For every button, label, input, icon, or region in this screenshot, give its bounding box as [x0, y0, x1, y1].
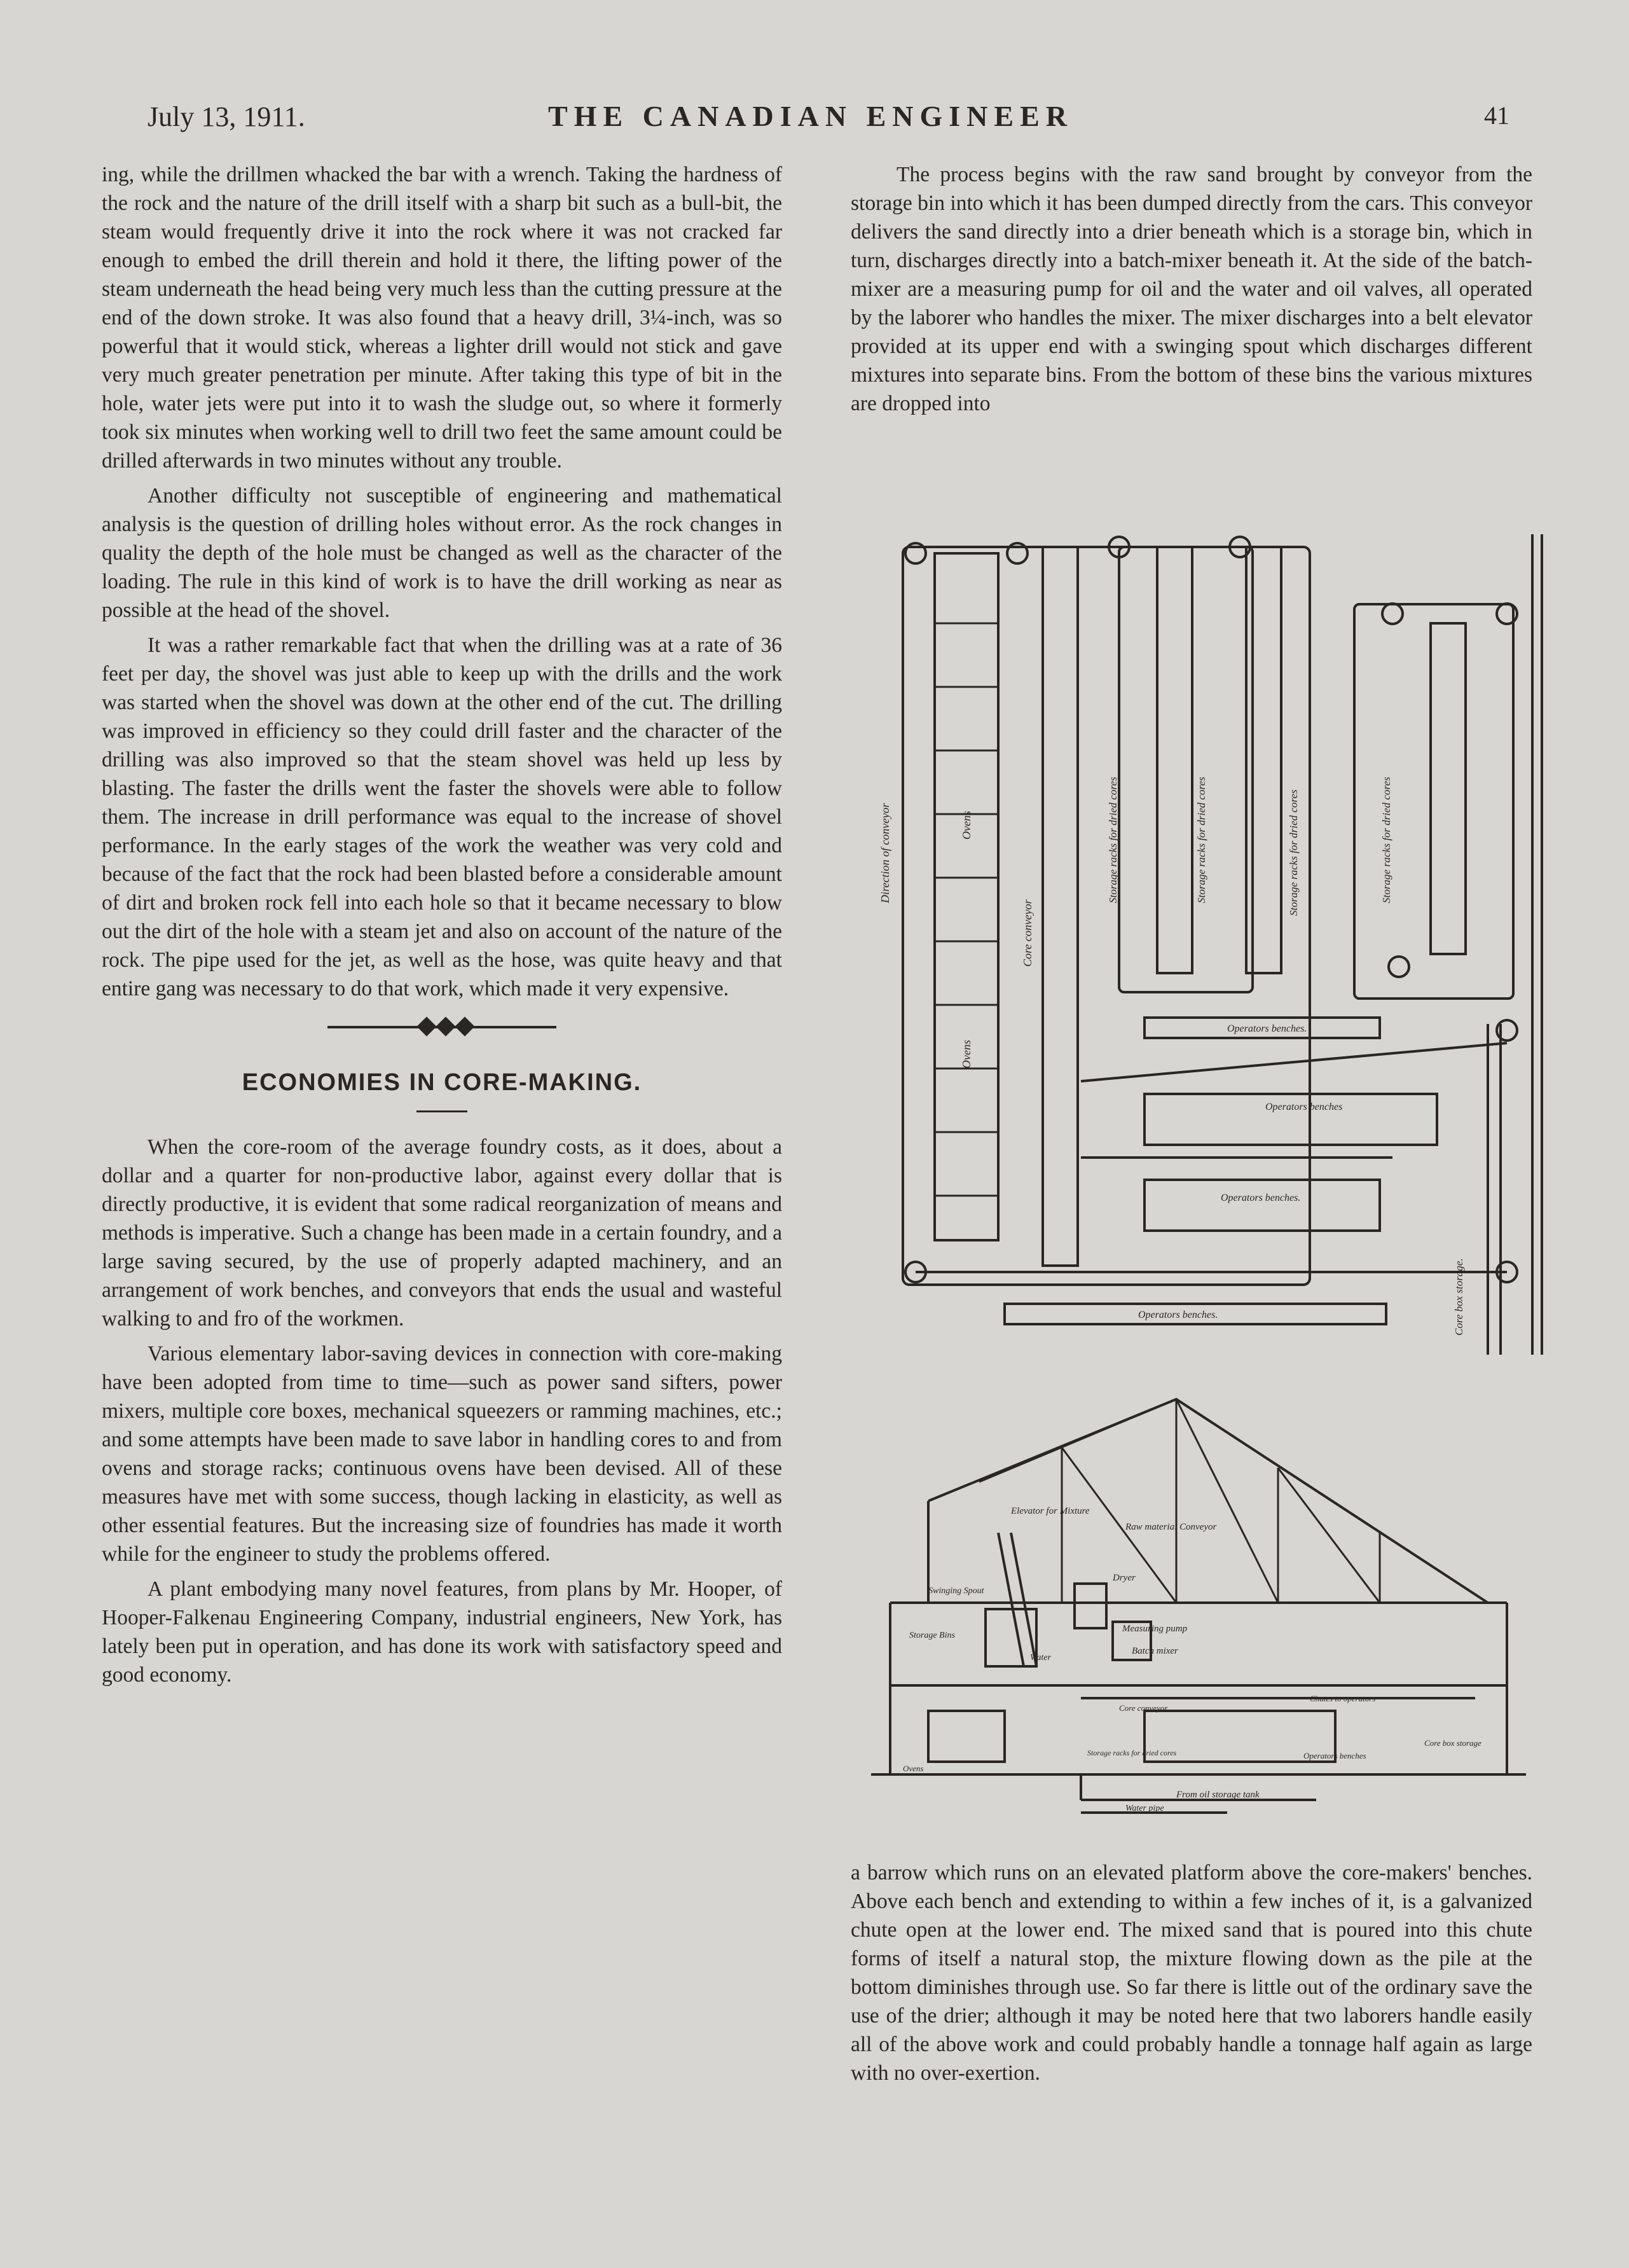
plan-label-core-conveyor: Core conveyor [1021, 899, 1034, 967]
right-column-bottom [851, 1858, 1532, 2087]
plan-label-rack-3: Storage racks for dried cores [1288, 789, 1300, 916]
elev-label-drier: Dryer [1113, 1573, 1136, 1583]
plan-label-core-box: Core box storage. [1453, 1258, 1465, 1336]
right-paragraph-2: a barrow which runs on an elevated platform above the core-makers' benches. Above each bench and extending to within a few inches of it, is a galvanized chute open at the lower end. The mixed sand that is poured into this chute forms of itself a natural stop, the mixture flowing down as the pile at the bottom diminishes through use. So far there is little out of the ordinary save the use of the drier; although it may be noted here that two laborers handle easily all of the above work and could probably handle a tonnage half again as large with no over-exertion. [851, 1861, 1532, 2085]
left-paragraph-3: It was a rather remarkable fact that when the drilling was at a rate of 36 feet per day, the shovel was just able to keep up with the drills and the work was started when the shovel was down at the other end of the cut. The drilling was improved in efficiency so they could drill faster and the character of the drilling was also improved so that the steam shovel was held up less by blasting. The faster the drills went the faster the shovels were able to follow them. The increase in drill performance was equal to the increase of shovel performance. In the early stages of the work the weather was very cold and because of the fact that the rock had been blasted before a considerable amount of dirt and broken rock fell into each hole so that it became necessary to blow out the dirt of the hole with a steam jet and also on account of the nature of the rock. The pipe used for the jet, as well as the hose, was quite heavy and that entire gang was necessary to do that work, which made it very expensive. [102, 633, 782, 1000]
title-rule [416, 1110, 467, 1112]
plan-label-bench-3: Operators benches. [1221, 1193, 1301, 1203]
plan-label-bench-2: Operators benches [1265, 1102, 1343, 1112]
left-paragraph-5: Various elementary labor-saving devices in connection with core-making have been adopted from time to time—such as power sand sifters, power mixers, multiple core boxes, mechanical squeezers or ramming machines, etc.; and some attempts have been made to save labor in handling cores to and from ovens and storage racks; continuous ovens have been devised. All of these measures have met with some success, though lacking in elasticity, as well as other essential features. But the increasing size of foundries has made it worth while for the engineer to study the problems offered. [102, 1342, 782, 1566]
plan-label-rack-1: Storage racks for dried cores [1107, 777, 1119, 903]
plan-label-ovens-2: Ovens [960, 1040, 973, 1068]
elev-label-elevator: Elevator for Mixture [1011, 1506, 1090, 1516]
header-date: July 13, 1911. [148, 101, 305, 132]
elev-label-swinging: Swinging Spout [928, 1586, 984, 1596]
plan-label-rack-2: Storage racks for dried cores [1195, 777, 1207, 903]
elev-label-core-conv: Core conveyor [1119, 1703, 1168, 1713]
plan-label-bench-1: Operators benches. [1227, 1023, 1307, 1034]
section-title: ECONOMIES IN CORE-MAKING. [242, 1069, 642, 1096]
left-paragraph-6: A plant embodying many novel features, from plans by Mr. Hooper, of Hooper-Falkenau Engineering Company, industrial engineers, New York, has lately been put in operation, and has done its work with satisfactory speed and good economy. [102, 1577, 782, 1687]
left-paragraph-2: Another difficulty not susceptible of engineering and mathematical analysis is the question of drilling holes without error. As the rock changes in quality the depth of the hole must be changed as well as the character of the loading. The rule in this kind of work is to have the drill working as near as possible at the head of the shovel. [102, 484, 782, 622]
elev-label-raw-conveyor: Raw material Conveyor [1125, 1522, 1217, 1532]
core-room-plan-figure [871, 509, 1551, 1355]
core-room-elevation-figure [871, 1393, 1551, 1838]
right-column-top [851, 160, 1532, 418]
plan-label-rack-4: Storage racks for dried cores [1380, 777, 1392, 903]
elev-label-measuring: Measuring pump [1122, 1624, 1188, 1634]
section-ornament [102, 1014, 782, 1040]
header-title: THE CANADIAN ENGINEER [548, 100, 1073, 132]
elev-label-water-pipe: Water pipe [1125, 1804, 1164, 1813]
elev-label-storage-racks: Storage racks for dried cores [1087, 1748, 1177, 1757]
elev-label-chutes: Chutes to operators [1310, 1694, 1376, 1703]
plan-label-direction: Direction of conveyor [879, 803, 891, 903]
elev-label-oil: From oil storage tank [1176, 1790, 1260, 1800]
elev-label-batch: Batch mixer [1132, 1646, 1178, 1656]
elev-label-operators: Operators benches [1303, 1751, 1366, 1760]
elev-label-core-box: Core box storage [1424, 1738, 1481, 1748]
plan-label-ovens-1: Ovens [960, 811, 973, 840]
right-paragraph-1: The process begins with the raw sand brought by conveyor from the storage bin into which it has been dumped directly from the cars. This conveyor delivers the sand directly into a drier beneath which is a storage bin, which in turn, discharges directly into a batch-mixer beneath it. At the side of the batch-mixer are a measuring pump for oil and the water and oil valves, all operated by the laborer who handles the mixer. The mixer discharges into a belt elevator provided at its upper end with a swinging spout which discharges different mixtures into separate bins. From the bottom of these bins the various mixtures are dropped into [851, 163, 1532, 415]
page-header [0, 95, 1629, 146]
left-paragraph-1: ing, while the drillmen whacked the bar with a wrench. Taking the hardness of the rock and the nature of the drill itself with a sharp bit such as a bull-bit, the steam would frequently drive it into the rock where it was not cracked far enough to embed the drill therein and hold it there, the lifting power of the steam underneath the head being very much less than the cutting pressure at the end of the down stroke. It was also found that a heavy drill, 3¼-inch, was so powerful that it would stick, whereas a lighter drill would not stick and gave very much greater penetration per minute. After taking this type of bit in the hole, water jets were put into it to wash the sludge out, so where it formerly took six minutes when working well to drill two feet the same amount could be drilled afterwards in two minutes without any trouble. [102, 163, 782, 473]
elev-label-ovens: Ovens [903, 1764, 924, 1773]
header-page-number: 41 [1484, 101, 1509, 130]
left-paragraph-4: When the core-room of the average foundry costs, as it does, about a dollar and a quarter for non-productive labor, against every dollar that is directly productive, it is evident that some radical reorganization of means and methods is imperative. Such a change has been made in a certain foundry, and a large saving secured, by the use of properly adapted machinery, and an arrangement of work benches, and conveyors that ends the usual and wasteful walking to and fro of the workmen. [102, 1135, 782, 1331]
plan-label-bench-4: Operators benches. [1138, 1310, 1218, 1320]
elev-label-water: Water [1030, 1653, 1051, 1663]
elev-label-storage: Storage Bins [909, 1631, 955, 1640]
left-column [102, 160, 782, 1689]
